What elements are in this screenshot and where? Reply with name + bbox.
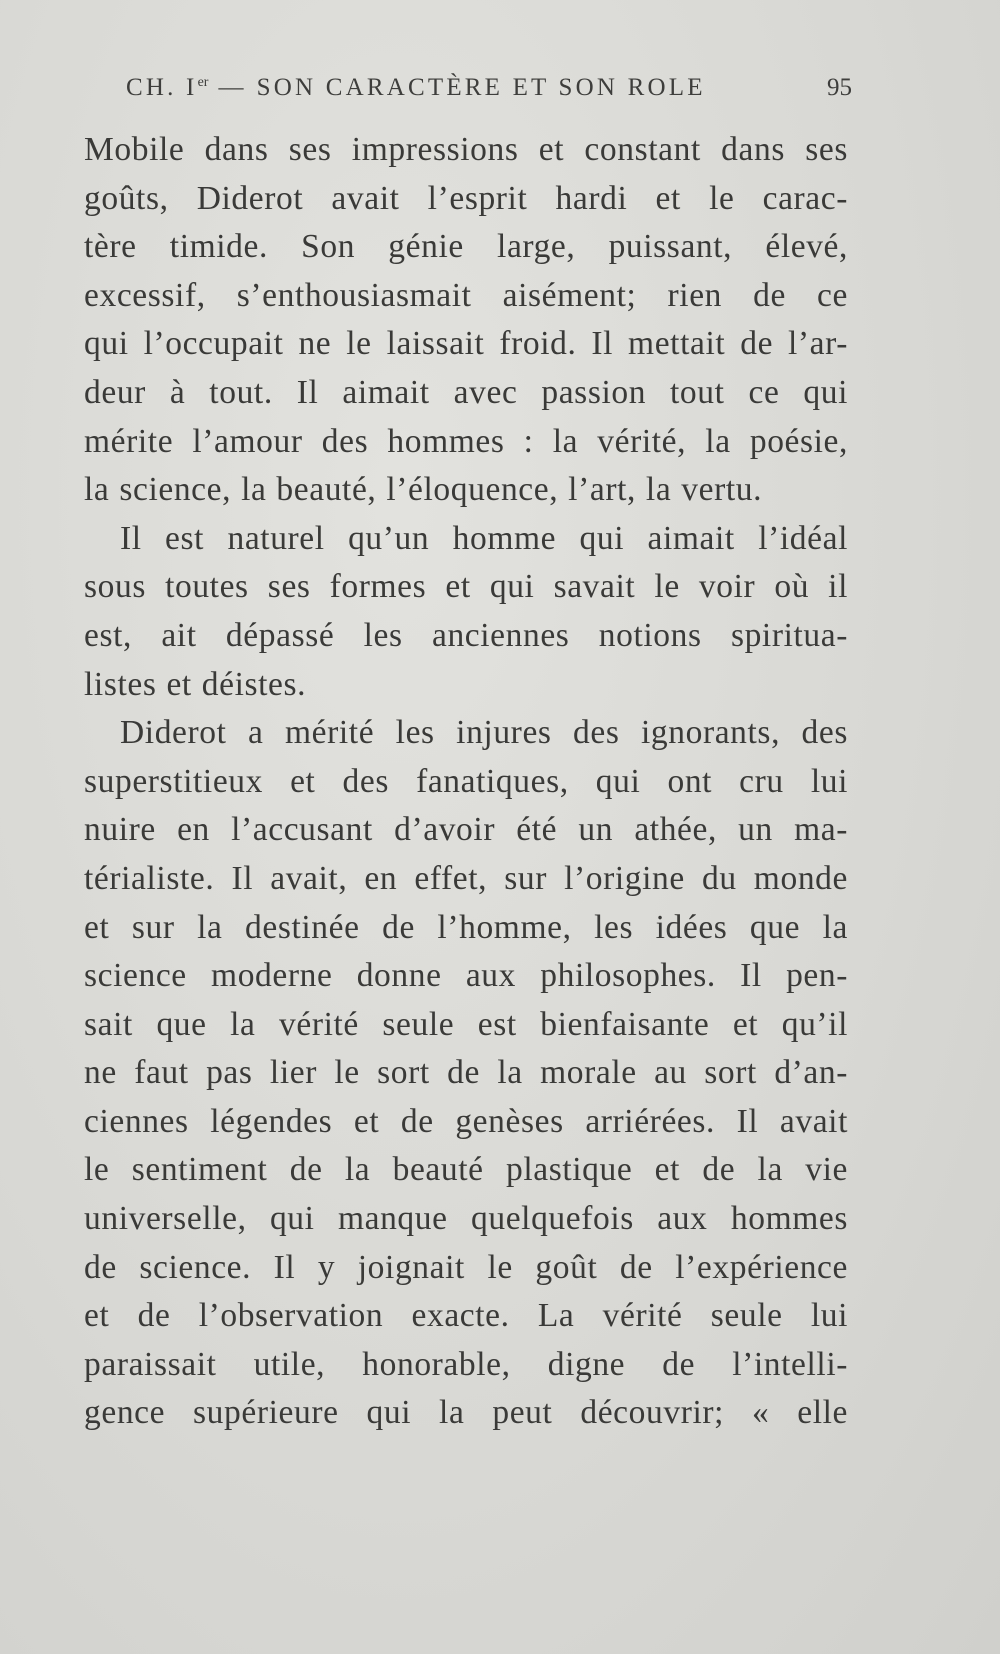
text-line: universelle, qui manque quelquefois aux hommes [84, 1200, 848, 1238]
chapter-number-superscript: er [197, 75, 209, 90]
text-line: Il est naturel qu’un homme qui aimait l’idéal [120, 519, 848, 557]
chapter-title: SON CARACTÈRE ET SON ROLE [256, 74, 706, 101]
body-text [84, 126, 848, 1438]
text-line: mérite l’amour des hommes : la vérité, la poésie, [84, 422, 848, 460]
running-head [126, 74, 852, 114]
text-line: térialiste. Il avait, en effet, sur l’origine du monde [84, 859, 848, 897]
running-head-left [126, 74, 706, 102]
text-line: sous toutes ses formes et qui savait le voir où il [84, 568, 848, 606]
text-line: de science. Il y joignait le goût de l’expérience [84, 1248, 848, 1286]
text-line: superstitieux et des fanatiques, qui ont cru lui [84, 762, 848, 800]
text-line: la science, la beauté, l’éloquence, l’art, la vertu. [84, 471, 763, 509]
text-line: et de l’observation exacte. La vérité seule lui [84, 1297, 848, 1335]
text-line: goûts, Diderot avait l’esprit hardi et le carac- [84, 179, 848, 217]
text-line: gence supérieure qui la peut découvrir; « elle [84, 1394, 848, 1432]
chapter-number: CH. I [126, 74, 198, 101]
text-line: tère timide. Son génie large, puissant, élevé, [84, 228, 848, 266]
text-line: science moderne donne aux philosophes. Il pen- [84, 957, 848, 995]
text-line: est, ait dépassé les anciennes notions spiritua- [84, 616, 848, 654]
text-line: le sentiment de la beauté plastique et de la vie [84, 1151, 848, 1189]
text-line: qui l’occupait ne le laissait froid. Il mettait de l’ar- [84, 325, 848, 363]
text-line: et sur la destinée de l’homme, les idées que la [84, 908, 848, 946]
page-number: 95 [827, 74, 852, 101]
text-line: Mobile dans ses impressions et constant dans ses [84, 131, 848, 168]
text-line: ne faut pas lier le sort de la morale au sort d’an- [84, 1054, 848, 1092]
text-line: deur à tout. Il aimait avec passion tout ce qui [84, 373, 848, 411]
text-line: listes et déistes. [84, 665, 307, 703]
text-line: excessif, s’enthousiasmait aisément; rien de ce [84, 276, 848, 314]
text-line: ciennes légendes et de genèses arriérées. Il avait [84, 1102, 848, 1140]
text-line: Diderot a mérité les injures des ignorants, des [120, 714, 848, 752]
text-line: paraissait utile, honorable, digne de l’intelli- [84, 1345, 848, 1383]
running-head-dash: — [218, 74, 247, 101]
text-line: nuire en l’accusant d’avoir été un athée, un ma- [84, 811, 848, 849]
text-line: sait que la vérité seule est bienfaisante et qu’il [84, 1005, 848, 1043]
